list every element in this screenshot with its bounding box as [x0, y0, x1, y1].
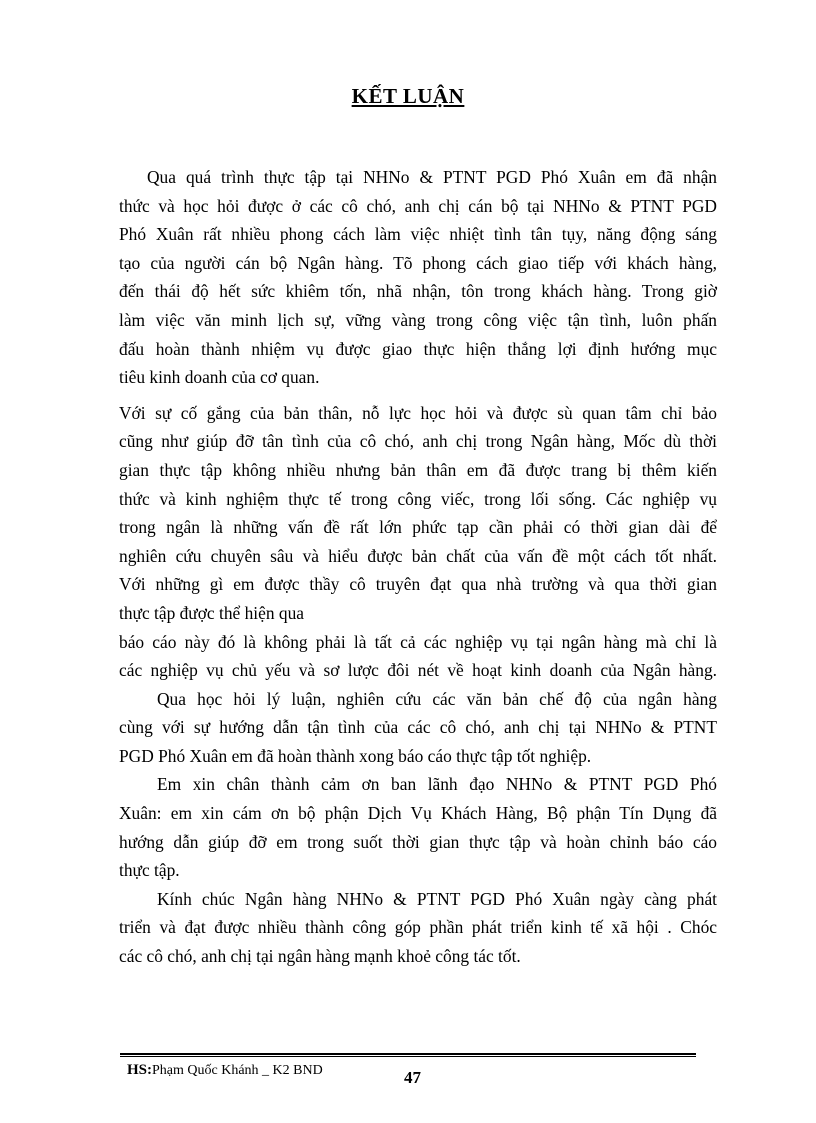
text-line: PGD Phó Xuân em đã hoàn thành xong báo cáo thực tập tốt nghiệp.: [119, 745, 592, 766]
text-line: hướng dẫn giúp đỡ em trong suốt thời gian thực tập và hoàn chỉnh báo cáo: [119, 831, 717, 852]
text-line: cũng như giúp đỡ tân tình của cô chó, anh chị trong Ngân hàng, Mốc dù thời: [119, 431, 717, 452]
text-line: Xuân: em xin cám ơn bộ phận Dịch Vụ Khách Hàng, Bộ phận Tín Dụng đã: [119, 803, 717, 824]
paragraph: [119, 399, 717, 685]
text-line: Kính chúc Ngân hàng NHNo & PTNT PGD Phó Xuân ngày càng phát: [157, 888, 717, 909]
text-line: thực tập được thể hiện qua: [119, 602, 304, 623]
author-name: Phạm Quốc Khánh _ K2 BND: [152, 1063, 323, 1078]
footer-divider-thin: [120, 1056, 696, 1057]
paragraph: [119, 885, 717, 971]
text-line: Với những gì em được thầy cô truyên đạt qua nhà trường và qua thời gian: [119, 574, 717, 595]
text-line: trong ngân là những vấn đề rất lớn phức tạp cần phải có thời gian dài để: [119, 517, 717, 538]
text-line: triển và đạt được nhiều thành công góp phần phát triển kinh tế xã hội . Chóc: [119, 917, 717, 938]
text-line: gian thực tập không nhiều nhưng bản thân em đã được trang bị thêm kiến: [119, 459, 717, 480]
paragraph: [119, 685, 717, 771]
text-line: Với sự cố gắng của bản thân, nỗ lực học hỏi và được sù quan tâm chỉ bảo: [119, 402, 717, 423]
paragraph: [119, 770, 717, 884]
text-line: Qua quá trình thực tập tại NHNo & PTNT PGD Phó Xuân em đã nhận: [147, 167, 717, 187]
text-line: thức và kinh nghiệm thực tế trong công viếc, trong lối sống. Các nghiệp vụ: [119, 488, 717, 509]
text-line: đến thái độ hết sức khiêm tốn, nhã nhận, tôn trong khách hàng. Trong giờ: [119, 281, 717, 302]
page-number: 47: [404, 1068, 421, 1087]
paragraph: [119, 163, 717, 392]
text-line: các cô chó, anh chị tại ngân hàng mạnh khoẻ công tác tốt.: [119, 946, 521, 967]
text-line: Em xin chân thành cảm ơn ban lãnh đạo NHNo & PTNT PGD Phó: [157, 774, 717, 795]
text-line: tiêu kinh doanh của cơ quan.: [119, 367, 320, 388]
page-title: KẾT LUẬN: [351, 84, 465, 108]
author-prefix: HS:: [127, 1062, 153, 1078]
text-line: làm việc văn minh lịch sự, vững vàng trong công việc tận tình, luôn phấn: [119, 309, 717, 330]
text-line: Qua học hỏi lý luận, nghiên cứu các văn bản chế độ của ngân hàng: [157, 688, 717, 709]
text-line: thức và học hỏi được ở các cô chó, anh chị cán bộ tại NHNo & PTNT PGD: [119, 195, 717, 216]
footer-author: [127, 1062, 323, 1079]
text-line: các nghiệp vụ chủ yếu và sơ lược đôi nét về hoạt kinh doanh của Ngân hàng.: [119, 660, 717, 681]
footer-divider: [120, 1053, 696, 1055]
text-line: đấu hoàn thành nhiệm vụ được giao thực hiện thắng lợi định hướng mục: [119, 338, 717, 359]
text-line: tạo của người cán bộ Ngân hàng. Tõ phong cách giao tiếp với khách hàng,: [119, 252, 717, 273]
text-line: báo cáo này đó là không phải là tất cả các nghiệp vụ tại ngân hàng mà chỉ là: [119, 631, 717, 652]
text-line: nghiên cứu chuyên sâu và hiểu được bản chất của vấn đề một cách tốt nhất.: [119, 545, 717, 566]
text-line: Phó Xuân rất nhiều phong cách làm việc nhiệt tình tân tụy, năng động sáng: [119, 224, 717, 245]
document-body: [119, 163, 717, 971]
text-line: cùng với sự hướng dẫn tận tình của các cô chó, anh chị tại NHNo & PTNT: [119, 717, 717, 738]
text-line: thực tập.: [119, 860, 180, 881]
